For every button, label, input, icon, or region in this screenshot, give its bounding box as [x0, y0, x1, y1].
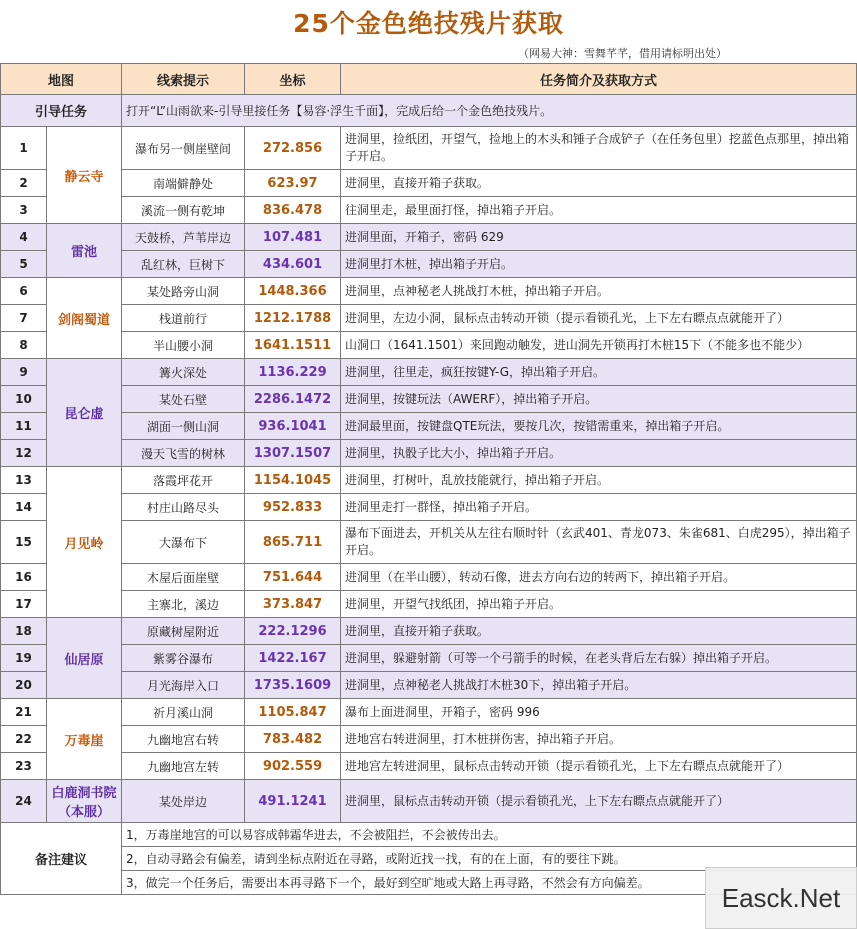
coord-cell: 936.1041 — [245, 413, 341, 440]
table-row — [1, 494, 857, 521]
row-number: 18 — [1, 618, 47, 645]
coord-cell: 1136.229 — [245, 359, 341, 386]
hint-cell: 祈月溪山洞 — [122, 699, 245, 726]
desc-cell: 进洞最里面，按键盘QTE玩法，要按几次，按错需重来，掉出箱子开启。 — [341, 413, 857, 440]
location-cell: 月见岭 — [47, 467, 122, 618]
hint-cell: 栈道前行 — [122, 305, 245, 332]
coord-cell: 1448.366 — [245, 278, 341, 305]
hint-cell: 紫雾谷瀑布 — [122, 645, 245, 672]
desc-cell: 进洞里，捡纸团，开望气，捡地上的木头和锤子合成铲子（在任务包里）挖蓝色点那里，掉出箱子开启。 — [341, 127, 857, 170]
location-cell: 仙居原 — [47, 618, 122, 699]
row-number: 23 — [1, 753, 47, 780]
desc-cell: 进洞里（在半山腰），转动石像，进去方向右边的转两下，掉出箱子开启。 — [341, 564, 857, 591]
table-row — [1, 251, 857, 278]
coord-cell: 272.856 — [245, 127, 341, 170]
header-map: 地图 — [1, 64, 122, 95]
table-row — [1, 413, 857, 440]
row-number: 20 — [1, 672, 47, 699]
coord-cell: 902.559 — [245, 753, 341, 780]
coord-cell: 222.1296 — [245, 618, 341, 645]
coord-cell: 434.601 — [245, 251, 341, 278]
coord-cell: 1307.1507 — [245, 440, 341, 467]
table-row — [1, 467, 857, 494]
location-cell: 万毒崖 — [47, 699, 122, 780]
hint-cell: 主寨北，溪边 — [122, 591, 245, 618]
notes-row — [1, 823, 857, 847]
coord-cell: 623.97 — [245, 170, 341, 197]
location-cell: 白鹿洞书院（本服） — [47, 780, 122, 823]
row-number: 10 — [1, 386, 47, 413]
desc-cell: 进洞里，按键玩法（AWERF），掉出箱子开启。 — [341, 386, 857, 413]
table-row — [1, 278, 857, 305]
watermark-logo: Easck.Net — [705, 867, 857, 929]
table-row — [1, 564, 857, 591]
hint-cell: 漫天飞雪的树林 — [122, 440, 245, 467]
header-hint: 线索提示 — [122, 64, 245, 95]
hint-cell: 某处路旁山洞 — [122, 278, 245, 305]
desc-cell: 山洞口（1641.1501）来回跑动触发，进山洞先开锁再打木桩15下（不能多也不能少） — [341, 332, 857, 359]
table-header-row — [1, 64, 857, 95]
coord-cell: 952.833 — [245, 494, 341, 521]
hint-cell: 木屋后面崖壁 — [122, 564, 245, 591]
row-number: 16 — [1, 564, 47, 591]
desc-cell: 进地宫右转进洞里，打木桩拼伤害，掉出箱子开启。 — [341, 726, 857, 753]
location-cell: 昆仑虚 — [47, 359, 122, 467]
desc-cell: 进洞里，直接开箱子获取。 — [341, 170, 857, 197]
row-number: 14 — [1, 494, 47, 521]
row-number: 12 — [1, 440, 47, 467]
desc-cell: 进洞里打木桩，掉出箱子开启。 — [341, 251, 857, 278]
hint-cell: 九幽地宫右转 — [122, 726, 245, 753]
location-cell: 雷池 — [47, 224, 122, 278]
row-number: 8 — [1, 332, 47, 359]
hint-cell: 原藏树屋附近 — [122, 618, 245, 645]
hint-cell: 篝火深处 — [122, 359, 245, 386]
row-number: 7 — [1, 305, 47, 332]
coord-cell: 783.482 — [245, 726, 341, 753]
coord-cell: 107.481 — [245, 224, 341, 251]
hint-cell: 天鼓桥，芦苇岸边 — [122, 224, 245, 251]
row-number: 13 — [1, 467, 47, 494]
header-desc: 任务简介及获取方式 — [341, 64, 857, 95]
row-number: 11 — [1, 413, 47, 440]
fragments-table — [0, 63, 857, 895]
desc-cell: 进洞里，点神秘老人挑战打木桩，掉出箱子开启。 — [341, 278, 857, 305]
table-row — [1, 305, 857, 332]
credit-note: （网易大神：雪舞芊芊，借用请标明出处） — [518, 47, 727, 60]
table-row — [1, 726, 857, 753]
location-cell: 剑阁蜀道 — [47, 278, 122, 359]
table-row — [1, 753, 857, 780]
page-title: 25个金色绝技残片获取 — [293, 9, 564, 38]
coord-cell: 1422.167 — [245, 645, 341, 672]
desc-cell: 进洞里，打树叶，乱放技能就行，掉出箱子开启。 — [341, 467, 857, 494]
hint-cell: 某处岸边 — [122, 780, 245, 823]
row-number: 2 — [1, 170, 47, 197]
row-number: 22 — [1, 726, 47, 753]
table-row — [1, 197, 857, 224]
row-number: 1 — [1, 127, 47, 170]
coord-cell: 836.478 — [245, 197, 341, 224]
desc-cell: 进洞里，点神秘老人挑战打木桩30下，掉出箱子开启。 — [341, 672, 857, 699]
hint-cell: 瀑布另一侧崖壁间 — [122, 127, 245, 170]
hint-cell: 某处石壁 — [122, 386, 245, 413]
table-row — [1, 386, 857, 413]
table-row — [1, 332, 857, 359]
hint-cell: 湖面一侧山洞 — [122, 413, 245, 440]
desc-cell: 进洞里，左边小洞，鼠标点击转动开锁（提示看锁孔光，上下左右瞟点点就能开了） — [341, 305, 857, 332]
hint-cell: 溪流一侧有乾坤 — [122, 197, 245, 224]
table-row — [1, 127, 857, 170]
row-number: 19 — [1, 645, 47, 672]
hint-cell: 月光海岸入口 — [122, 672, 245, 699]
coord-cell: 1105.847 — [245, 699, 341, 726]
guide-label: 引导任务 — [1, 95, 122, 127]
table-row — [1, 672, 857, 699]
desc-cell: 进洞里，鼠标点击转动开锁（提示看锁孔光，上下左右瞟点点就能开了） — [341, 780, 857, 823]
table-row — [1, 170, 857, 197]
hint-cell: 南端僻静处 — [122, 170, 245, 197]
coord-cell: 2286.1472 — [245, 386, 341, 413]
row-number: 17 — [1, 591, 47, 618]
coord-cell: 865.711 — [245, 521, 341, 564]
desc-cell: 进洞里，开望气找纸团，掉出箱子开启。 — [341, 591, 857, 618]
coord-cell: 373.847 — [245, 591, 341, 618]
coord-cell: 1735.1609 — [245, 672, 341, 699]
table-row — [1, 699, 857, 726]
hint-cell: 九幽地宫左转 — [122, 753, 245, 780]
hint-cell: 乱红林，巨树下 — [122, 251, 245, 278]
table-row — [1, 521, 857, 564]
desc-cell: 进洞里，直接开箱子获取。 — [341, 618, 857, 645]
desc-cell: 进洞里走打一群怪，掉出箱子开启。 — [341, 494, 857, 521]
table-row — [1, 645, 857, 672]
row-number: 6 — [1, 278, 47, 305]
row-number: 5 — [1, 251, 47, 278]
desc-cell: 往洞里走，最里面打怪，掉出箱子开启。 — [341, 197, 857, 224]
desc-cell: 进地宫左转进洞里，鼠标点击转动开锁（提示看锁孔光，上下左右瞟点点就能开了） — [341, 753, 857, 780]
hint-cell: 半山腰小洞 — [122, 332, 245, 359]
location-cell: 静云寺 — [47, 127, 122, 224]
row-number: 3 — [1, 197, 47, 224]
table-row — [1, 224, 857, 251]
row-number: 21 — [1, 699, 47, 726]
header-coord: 坐标 — [245, 64, 341, 95]
coord-cell: 1154.1045 — [245, 467, 341, 494]
note-item: 3，做完一个任务后，需要出本再寻路下一个，最好到空旷地或大路上再寻路，不然会有方向偏差。 — [122, 871, 857, 895]
guide-row — [1, 95, 857, 127]
guide-text: 打开“L”山雨欲来-引导里接任务【易容·浮生千面】，完成后给一个金色绝技残片。 — [122, 95, 857, 127]
note-item: 1，万毒崖地宫的可以易容成韩霜华进去，不会被阻拦，不会被传出去。 — [122, 823, 857, 847]
row-number: 4 — [1, 224, 47, 251]
coord-cell: 1641.1511 — [245, 332, 341, 359]
desc-cell: 瀑布上面进洞里，开箱子，密码 996 — [341, 699, 857, 726]
hint-cell: 大瀑布下 — [122, 521, 245, 564]
desc-cell: 进洞里面，开箱子，密码 629 — [341, 224, 857, 251]
hint-cell: 村庄山路尽头 — [122, 494, 245, 521]
coord-cell: 1212.1788 — [245, 305, 341, 332]
row-number: 9 — [1, 359, 47, 386]
row-number: 24 — [1, 780, 47, 823]
note-item: 2，自动寻路会有偏差，请到坐标点附近在寻路，或附近找一找，有的在上面，有的要往下跳。 — [122, 847, 857, 871]
hint-cell: 落霞坪花开 — [122, 467, 245, 494]
table-row — [1, 591, 857, 618]
desc-cell: 进洞里，躲避射箭（可等一个弓箭手的时候，在老头背后左右躲）掉出箱子开启。 — [341, 645, 857, 672]
coord-cell: 751.644 — [245, 564, 341, 591]
desc-cell: 瀑布下面进去，开机关从左往右顺时针（玄武401、青龙073、朱雀681、白虎295），掉出箱子开启。 — [341, 521, 857, 564]
coord-cell: 491.1241 — [245, 780, 341, 823]
table-row — [1, 618, 857, 645]
desc-cell: 进洞里，执骰子比大小，掉出箱子开启。 — [341, 440, 857, 467]
table-row — [1, 440, 857, 467]
table-row — [1, 359, 857, 386]
desc-cell: 进洞里，往里走，疯狂按键Y-G，掉出箱子开启。 — [341, 359, 857, 386]
notes-label: 备注建议 — [1, 823, 122, 895]
row-number: 15 — [1, 521, 47, 564]
table-row — [1, 780, 857, 823]
